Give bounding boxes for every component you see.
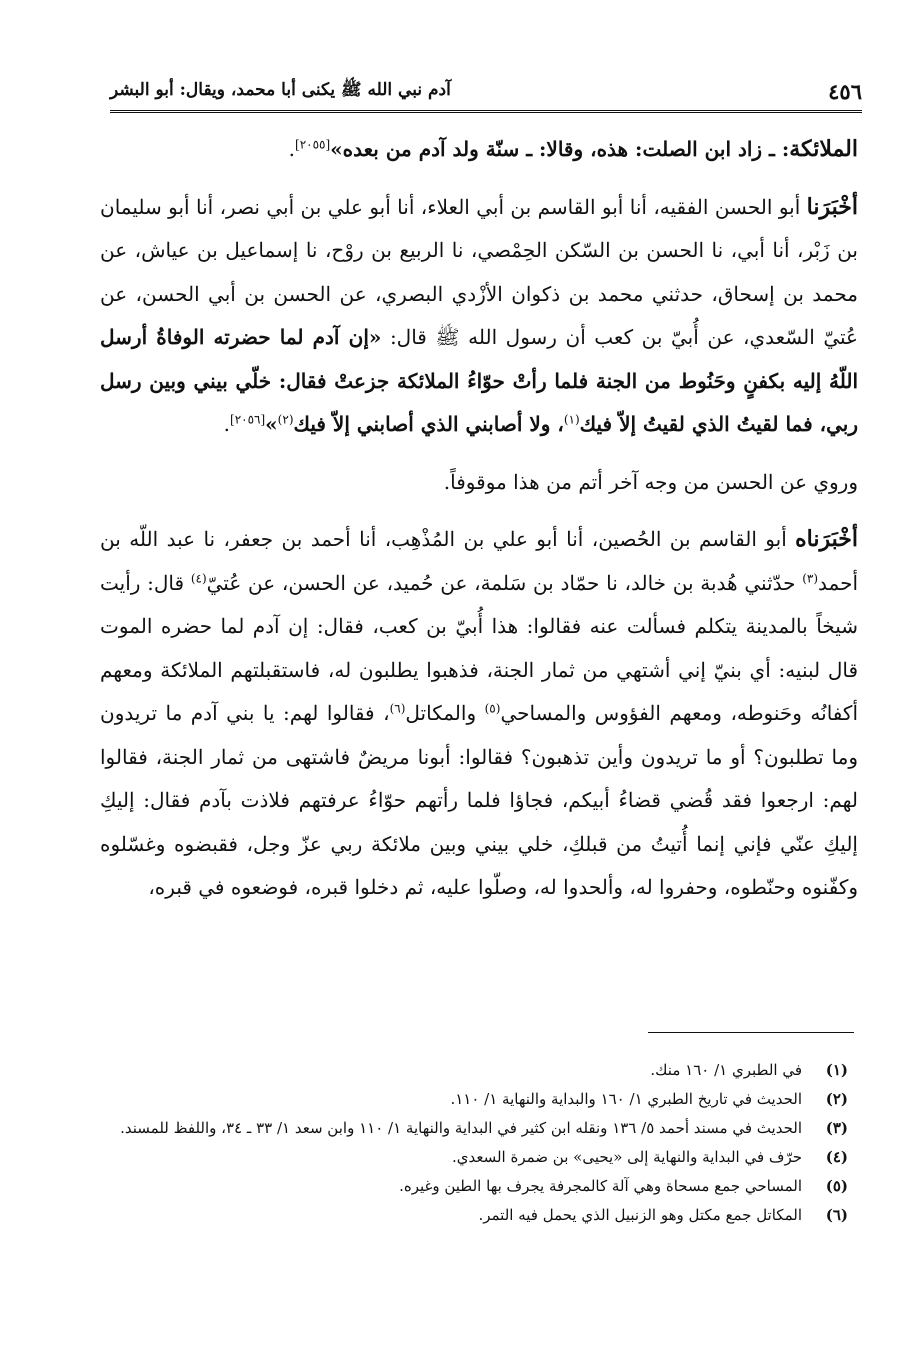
paragraph-text: والمكاتل bbox=[405, 701, 485, 725]
footnote-number: (٢) bbox=[825, 1090, 848, 1108]
main-text bbox=[100, 128, 858, 924]
footnotes bbox=[100, 1056, 848, 1230]
paragraph-text: أبو القاسم بن الحُصين، أنا أبو علي بن المُذْهِب، أنا أحمد بن جعفر، نا عبد اللّه بن أحمد bbox=[100, 527, 859, 595]
hadith-text-continued: ، ولا أصابني الذي أصابني إلاّ فيك bbox=[293, 412, 564, 436]
sentence-end: . bbox=[223, 412, 231, 436]
page-number: ٤٥٦ bbox=[828, 79, 862, 104]
isnad-text: أبو الحسن الفقيه، أنا أبو القاسم بن أبي العلاء، أنا أبو علي بن أبي نصر، أنا أبو سليمان بن زَبْر، أنا أبي، نا الحسن بن السّكن الحِمْصي، نا الربيع بن روْح، نا إسماعيل بن عياش، عن محمد بن إسحاق، حدثني محمد بن ذكوان الأزْدي البصري، عن الحسن بن أبي الحسن، عن عُتيّ السّعدي، عن أُبيّ بن كعب أن رسول الله ﷺ قال: bbox=[100, 194, 858, 349]
paragraph-text: قال: رأيت شيخاً بالمدينة يتكلم فسألت عنه فقالوا: هذا أُبيّ بن كعب، فقال: إن آدم لما حضره الموت قال لبنيه: أي بنيّ إني أشتهي من ثمار الجنة، فذهبوا يطلبون له، فاستقبلتهم الملائكة ومعهم أكفانُه وحَنوطه، ومعهم الفؤوس والمساحي bbox=[100, 570, 858, 725]
footnote-number: (٤) bbox=[825, 1148, 848, 1166]
paragraph-2 bbox=[100, 186, 858, 447]
footnote-item bbox=[100, 1085, 848, 1114]
page-header bbox=[110, 64, 862, 113]
footnote-ref-3[interactable]: (٣) bbox=[802, 570, 819, 585]
paragraph-text: وروي عن الحسن من وجه آخر أتم من هذا موقوفاً. bbox=[443, 469, 858, 494]
footnote-item bbox=[100, 1172, 848, 1201]
footnote-divider bbox=[648, 1032, 854, 1033]
footnote-ref-2[interactable]: (٢) bbox=[277, 412, 294, 427]
sentence-end: . bbox=[288, 137, 296, 161]
paragraph-4 bbox=[100, 518, 858, 910]
footnote-text: المساحي جمع مسحاة وهي آلة كالمجرفة يجرف بها الطين وغيره. bbox=[399, 1177, 802, 1195]
footnote-item bbox=[100, 1056, 848, 1085]
footnote-number: (٣) bbox=[825, 1119, 848, 1137]
footnote-ref-5[interactable]: (٥) bbox=[484, 701, 501, 716]
footnote-text: حرّف في البداية والنهاية إلى «يحيى» بن ضمرة السعدي. bbox=[451, 1148, 802, 1166]
quote-close: » bbox=[265, 412, 278, 436]
footnote-ref-1[interactable]: (١) bbox=[563, 412, 580, 427]
paragraph-lead: الملائكة bbox=[789, 136, 858, 162]
hadith-number: [٢٠٥٥] bbox=[295, 137, 331, 152]
footnote-text: الحديث في مسند أحمد ٥/ ١٣٦ ونقله ابن كثير في البداية والنهاية ١/ ١١٠ وابن سعد ١/ ٣٣ ـ ٣٤، واللفظ للمسند. bbox=[120, 1119, 802, 1137]
footnote-text: المكاتل جمع مكتل وهو الزنبيل الذي يحمل فيه التمر. bbox=[478, 1206, 802, 1224]
quote-text: : ـ زاد ابن الصلت: هذه، وقالا: ـ سنّة ولد آدم من بعده» bbox=[330, 137, 790, 161]
footnote-number: (١) bbox=[825, 1061, 848, 1079]
footnote-item bbox=[100, 1201, 848, 1230]
paragraph-1 bbox=[100, 128, 858, 172]
paragraph-text: حدّثني هُدبة بن خالد، نا حمّاد بن سَلمة، عن حُميد، عن الحسن، عن عُتيّ bbox=[206, 570, 803, 595]
footnote-number: (٦) bbox=[825, 1206, 848, 1224]
paragraph-3 bbox=[100, 461, 858, 505]
hadith-number: [٢٠٥٦] bbox=[230, 412, 266, 427]
footnote-item bbox=[100, 1114, 848, 1143]
footnote-ref-6[interactable]: (٦) bbox=[389, 701, 406, 716]
footnote-number: (٥) bbox=[825, 1177, 848, 1195]
hadith-text: «إن آدم لما حضرته الوفاةُ أرسل اللّهُ إليه بكفنٍ وحَنُوط من الجنة فلما رأتْ حوّاءُ الملائكة جزعتْ فقال: خلّي بيني وبين رسل ربي، فما لقيتُ الذي لقيتُ إلاّ فيك bbox=[100, 325, 858, 436]
footnote-text: في الطبري ١/ ١٦٠ منك. bbox=[650, 1061, 802, 1079]
paragraph-text: ، فقالوا لهم: يا بني آدم ما تريدون وما تطلبون؟ أو ما تريدون وأين تذهبون؟ فقالوا: أبونا مريضٌ فاشتهى من ثمار الجنة، فقالوا لهم: ارجعوا فقد قُضي قضاءُ أبيكم، فجاؤا فلما رأتهم حوّاءُ عرفتهم فلاذت بآدم فقال: إليكِ إليكِ عنّي فإني إنما أُتيتُ من قبلكِ، خلي بيني وبين ملائكة ربي عزّ وجل، فقبضوه وغسّلوه وكفّنوه وحنّطوه، وحفروا له، وألحدوا له، وصلّوا عليه، ثم دخلوا قبره، فوضعوه في قبره، bbox=[100, 701, 858, 899]
footnote-text: الحديث في تاريخ الطبري ١/ ١٦٠ والبداية والنهاية ١/ ١١٠. bbox=[450, 1090, 802, 1108]
footnote-ref-4[interactable]: (٤) bbox=[190, 570, 207, 585]
paragraph-lead: أخْبَرَنا bbox=[806, 193, 858, 220]
paragraph-lead: أخْبَرَناه bbox=[795, 526, 858, 552]
running-title: آدم نبي الله ﷺ يكنى أبا محمد، ويقال: أبو البشر bbox=[110, 80, 451, 100]
footnote-item bbox=[100, 1143, 848, 1172]
